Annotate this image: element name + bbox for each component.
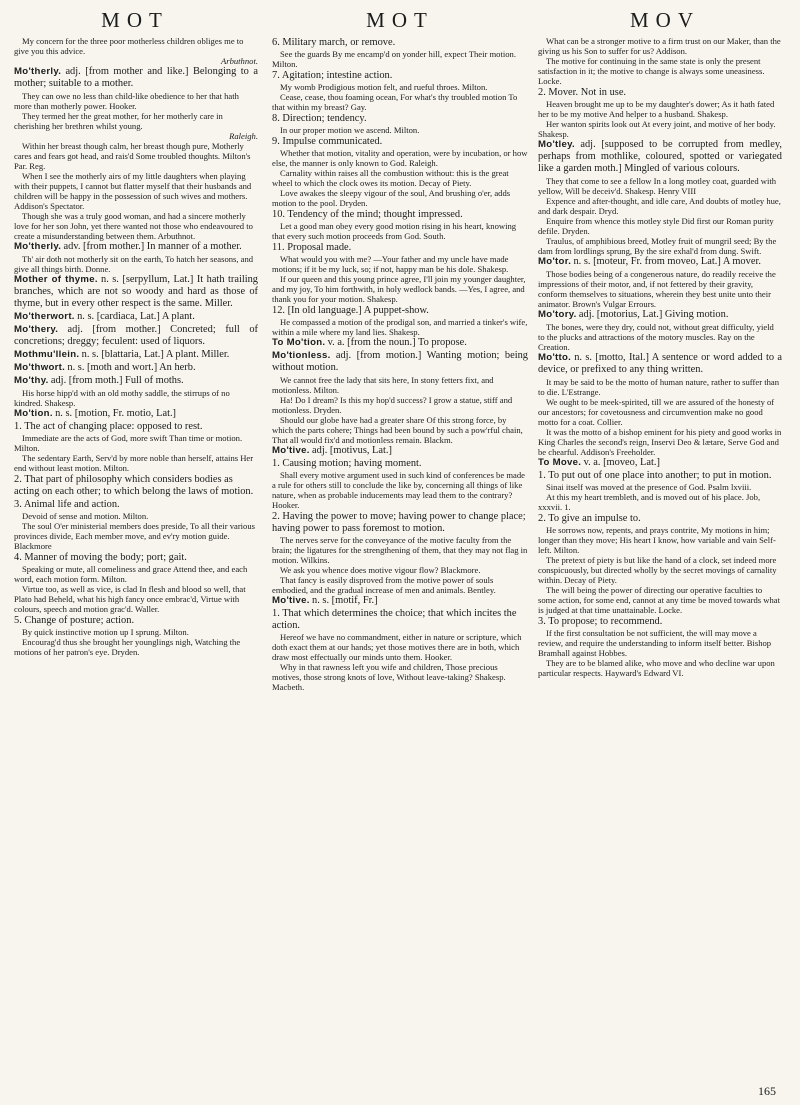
sense-text: 2. Mover. Not in use. <box>538 87 627 98</box>
quotation: The pretext of piety is but like the hand of a clock, set indeed more conspicuously, but directed wholly by the secret movings of carnality within. Decay of Piety. <box>538 555 777 585</box>
running-head-center: MOT <box>366 8 434 32</box>
quotation: By quick instinctive motion up I sprung. Milton. <box>22 627 189 637</box>
entry-definition: n. s. [motto, Ital.] A sentence or word added to a device, or prefixed to any thing written. <box>538 352 782 375</box>
column-left <box>14 36 258 1086</box>
quotation: They are to be blamed alike, who move and who decline war upon particular respects. Hayward's Edward VI. <box>538 658 775 678</box>
quotation: The motive for continuing in the same state is only the present satisfaction in it; the motive to change is always some uneasiness. Locke. <box>538 56 765 86</box>
entry-headword: To Move. <box>538 457 582 468</box>
page-number: 165 <box>758 1084 776 1098</box>
entry-headword: To Mo'tion. <box>272 337 326 348</box>
quotation: Shall every motive argument used in such kind of conferences be made a rule for others still to conclude the like by, concerning all things of like nature, when as probable inducements may lead them to the contrary? Hooker. <box>272 470 525 510</box>
entry-definition: v. a. [moveo, Lat.] <box>583 457 660 468</box>
sense-text: 4. Manner of moving the body; port; gait. <box>14 552 187 563</box>
sense-text: 6. Military march, or remove. <box>272 37 396 48</box>
numbered-sense <box>538 87 782 99</box>
dictionary-entry <box>272 350 528 374</box>
numbered-sense <box>272 511 528 535</box>
numbered-sense <box>14 552 258 564</box>
sense-text: 2. To give an impulse to. <box>538 513 641 524</box>
quotation: We ask you whence does motive vigour flow? Blackmore. <box>280 565 481 575</box>
entry-definition: n. s. [serpyllum, Lat.] It hath trailing branches, which are not so woody and hard as those of thyme, but in every other respect is the same. Miller. <box>14 274 258 309</box>
entry-definition: n. s. [moteur, Fr. from moveo, Lat.] A mover. <box>573 256 761 267</box>
numbered-sense <box>272 136 528 148</box>
sense-text: 12. [In old language.] A puppet-show. <box>272 305 429 316</box>
quotation: The soul O'er ministerial members does preside, To all their various provinces divide, Each member move, and ev'ry motion guide. Blackmore <box>14 521 256 551</box>
entry-headword: Mo'tion. <box>14 408 53 419</box>
quotation: Ha! Do I dream? Is this my hop'd success? I grow a statue, stiff and motionless. Dryden. <box>272 395 513 415</box>
numbered-sense <box>14 615 258 627</box>
quotation: The bones, were they dry, could not, without great difficulty, yield to the plucks and attractions of the motory muscles. Ray on the Creation. <box>538 322 774 352</box>
dictionary-entry <box>538 309 782 321</box>
entry-headword: Mo'thy. <box>14 375 49 386</box>
entry-headword: Mo'tionless. <box>272 350 331 361</box>
sense-text: 1. Causing motion; having moment. <box>272 458 422 469</box>
quotation: We ought to be meek-spirited, till we are assured of the honesty of our ancestors; for covetousness and circumvention make no good motto for a coat. Collier. <box>538 397 775 427</box>
quotation: His horse hipp'd with an old mothy saddle, the stirrups of no kindred. Shakesp. <box>14 388 230 408</box>
dictionary-entry <box>538 457 782 469</box>
quotation: Heaven brought me up to be my daughter's dower; As it hath fated her to be my motive And helper to a husband. Shakesp. <box>538 99 775 119</box>
column-middle <box>272 36 528 1086</box>
quotation: It may be said to be the motto of human nature, rather to suffer than to die. L'Estrange. <box>538 377 779 397</box>
entry-definition: adj. [supposed to be corrupted from medley, perhaps from mothlike, coloured, spotted or variegated like a garden moth.] Mingled of various colours. <box>538 139 782 174</box>
quotation: At this my heart trembleth, and is moved out of his place. Job, xxxvii. 1. <box>538 492 761 512</box>
dictionary-entry <box>14 408 258 420</box>
entry-headword: Mo'tory. <box>538 309 577 320</box>
dictionary-entry <box>14 375 258 387</box>
quotation: If the first consultation be not sufficient, the will may move a review, and require the understanding to inform itself better. Bishop Bramhall against Hobbes. <box>538 628 772 658</box>
entry-headword: Mo'tley. <box>538 139 576 150</box>
numbered-sense <box>538 513 782 525</box>
entry-headword: Mo'tive. <box>272 595 310 606</box>
quotation: Expence and after-thought, and idle care, And doubts of motley hue, and dark despair. Dryd. <box>538 196 781 216</box>
entry-headword: Mo'tive. <box>272 445 310 456</box>
quotation: Whether that motion, vitality and operation, were by incubation, or how else, the manner is only known to God. Raleigh. <box>272 148 528 168</box>
dictionary-entry <box>14 241 258 253</box>
quotation: Those bodies being of a congenerous nature, do readily receive the impressions of their motor, and, if not fettered by their gravity, conform themselves to situations, wherein they best unite unto their animator. Brown's Vulgar Errours. <box>538 269 776 309</box>
entry-headword: Mo'therwort. <box>14 311 75 322</box>
quotation: In our proper motion we ascend. Milton. <box>280 125 420 135</box>
entry-definition: adj. [motivus, Lat.] <box>312 445 392 456</box>
entry-headword: Mo'therly. <box>14 66 62 77</box>
quotation: That fancy is easily disproved from the motive power of souls embodied, and the gradual increase of men and animals. Bentley. <box>272 575 496 595</box>
numbered-sense <box>272 608 528 632</box>
entry-headword: Mother of thyme. <box>14 274 98 285</box>
quotation: Carnality within raises all the combustion without: this is the great wheel to which the clock owes its motion. Decay of Piety. <box>272 168 509 188</box>
citation-source: Raleigh. <box>229 131 258 141</box>
entry-definition: n. s. [motif, Fr.] <box>312 595 378 606</box>
entry-definition: adj. [from mother and like.] Belonging to a mother; suitable to a mother. <box>14 66 258 89</box>
quotation: What can be a stronger motive to a firm trust on our Maker, than the giving us his Son to suffer for us? Addison. <box>538 36 781 56</box>
quotation: Her wanton spirits look out At every joint, and motive of her body. Shakesp. <box>538 119 776 139</box>
sense-text: 10. Tendency of the mind; thought impressed. <box>272 209 463 220</box>
sense-text: 8. Direction; tendency. <box>272 113 367 124</box>
numbered-sense <box>272 458 528 470</box>
entry-headword: Mo'therly. <box>14 241 62 252</box>
quotation: Though she was a truly good woman, and had a sincere motherly love for her son John, yet there wanted not those who endeavoured to create a misunderstanding between them. Arbuthnot. <box>14 211 253 241</box>
sense-text: 2. Having the power to move; having power to change place; having power to pass foremost to motion. <box>272 511 526 534</box>
quotation: Cease, cease, thou foaming ocean, For what's thy troubled motion To that within my breast? Gay. <box>272 92 518 112</box>
quotation: Traulus, of amphibious breed, Motley fruit of mungril seed; By the dam from lordlings sprung, By the sire exhal'd from dung. Swift. <box>538 236 777 256</box>
dictionary-entry <box>14 349 258 361</box>
sense-text: 5. Change of posture; action. <box>14 615 135 626</box>
numbered-sense <box>538 470 782 482</box>
numbered-sense <box>272 113 528 125</box>
numbered-sense <box>272 70 528 82</box>
numbered-sense <box>272 242 528 254</box>
quotation: If our queen and this young prince agree, I'll join my younger daughter, and my joy, To him forthwith, in holy wedlock bands. —Yes, I agree, and thank you for your motion. Shakesp. <box>272 274 526 304</box>
dictionary-entry <box>14 362 258 374</box>
numbered-sense <box>272 209 528 221</box>
dictionary-entry <box>14 324 258 348</box>
entry-definition: n. s. [motion, Fr. motio, Lat.] <box>55 408 177 419</box>
dictionary-entry <box>538 352 782 376</box>
entry-definition: adj. [from mother.] Concreted; full of concretions; dreggy; feculent: used of liquors. <box>14 324 258 347</box>
sense-text: 1. The act of changing place: opposed to rest. <box>14 421 203 432</box>
sense-text: 1. To put out of one place into another; to put in motion. <box>538 470 772 481</box>
numbered-sense <box>14 499 258 511</box>
quotation: Let a good man obey every good motion rising in his heart, knowing that every such motion proceeds from God. South. <box>272 221 517 241</box>
dictionary-entry <box>538 256 782 268</box>
numbered-sense <box>14 474 258 498</box>
quotation: Devoid of sense and motion. Milton. <box>22 511 149 521</box>
quotation: Enquire from whence this motley style Did first our Roman purity defile. Dryden. <box>538 216 774 236</box>
quotation: The sedentary Earth, Serv'd by more noble than herself, attains Her end without least motion. Milton. <box>14 453 254 473</box>
quotation: What would you with me? —Your father and my uncle have made motions; if it be my luck, so; if not, happy man be his dole. Shakesp. <box>272 254 509 274</box>
quotation: Speaking or mute, all comeliness and grace Attend thee, and each word, each motion form. Milton. <box>14 564 248 584</box>
quotation: When I see the motherly airs of my little daughters when playing with their puppets, I cannot but flatter myself that their husbands and children will be happy in the possession of such wives and mothers. Addison's Spectator. <box>14 171 252 211</box>
entry-headword: Mo'tor. <box>538 256 572 267</box>
numbered-sense <box>538 616 782 628</box>
quotation: See the guards By me encamp'd on yonder hill, expect Their motion. Milton. <box>272 49 516 69</box>
sense-text: 9. Impulse communicated. <box>272 136 383 147</box>
citation-source: Arbuthnot. <box>220 56 258 66</box>
numbered-sense <box>272 305 528 317</box>
running-headers <box>0 8 800 34</box>
quotation: My womb Prodigious motion felt, and rueful throes. Milton. <box>280 82 488 92</box>
dictionary-entry <box>14 274 258 310</box>
quotation: Encourag'd thus she brought her younglings nigh, Watching the motions of her patron's eye. Dryden. <box>14 637 241 657</box>
quotation: The nerves serve for the conveyance of the motive faculty from the brain; the ligatures for the strengthening of them, that they may not flag in motion. Wilkins. <box>272 535 528 565</box>
entry-definition: adv. [from mother.] In manner of a mother. <box>63 241 242 252</box>
dictionary-entry <box>272 337 528 349</box>
quotation: Why in that rawness left you wife and children, Those precious motives, those strong knots of love, Without leave-taking? Shakesp. Macbeth. <box>272 662 506 692</box>
dictionary-entry <box>14 311 258 323</box>
entry-definition: v. a. [from the noun.] To propose. <box>327 337 467 348</box>
numbered-sense <box>14 421 258 433</box>
quotation: Within her breast though calm, her breast though pure, Motherly cares and fears got head, and rais'd Some troubled thoughts. Milton's Par. Reg. <box>14 141 251 171</box>
quotation: Immediate are the acts of God, more swift Than time or motion. Milton. <box>14 433 243 453</box>
quotation: Th' air doth not motherly sit on the earth, To hatch her seasons, and give all things birth. Donne. <box>14 254 254 274</box>
quotation: They can owe no less than child-like obedience to her that hath more than motherly power. Hooker. <box>14 91 239 111</box>
quotation: Sinai itself was moved at the presence of God. Psalm lxviii. <box>546 482 752 492</box>
quotation: Should our globe have had a greater share Of this strong force, by which the parts cohere; Things had been bound by such a pow'rful chain, That all would fix'd and motionless remain. Blackm. <box>272 415 523 445</box>
entry-headword: Mothmu'llein. <box>14 349 80 360</box>
dictionary-entry <box>272 595 528 607</box>
quotation: Virtue too, as well as vice, is clad In flesh and blood so well, that Plato had Beheld, what his high fancy once embrac'd, Virtue with colours, speech and motion grac'd. Waller. <box>14 584 246 614</box>
sense-text: 3. Animal life and action. <box>14 499 120 510</box>
quotation: He sorrows now, repents, and prays contrite, My motions in him; longer than they move; His heart I know, how variable and vain Self-left. Milton. <box>538 525 776 555</box>
numbered-sense <box>272 37 528 49</box>
column-right <box>538 36 782 1086</box>
sense-text: 7. Agitation; intestine action. <box>272 70 393 81</box>
running-head-left: MOT <box>101 8 169 32</box>
dictionary-entry <box>538 139 782 175</box>
entry-definition: adj. [from motion.] Wanting motion; being without motion. <box>272 350 528 373</box>
entry-headword: Mo'tto. <box>538 352 572 363</box>
sense-text: 2. That part of philosophy which considers bodies as acting on each other; to which belong the laws of motion. <box>14 474 254 497</box>
sense-text: 11. Proposal made. <box>272 242 352 253</box>
dictionary-entry <box>272 445 528 457</box>
quotation: We cannot free the lady that sits here, In stony fetters fixt, and motionless. Milton. <box>272 375 494 395</box>
sense-text: 3. To propose; to recommend. <box>538 616 663 627</box>
quotation: They termed her the great mother, for her motherly care in cherishing her brethren whilst young. <box>14 111 223 131</box>
running-head-right: MOV <box>629 8 700 32</box>
quotation: Love awakes the sleepy vigour of the soul, And brushing o'er, adds motion to the pool. Dryden. <box>272 188 511 208</box>
quotation: Hereof we have no commandment, either in nature or scripture, which doth exact them at our hands; yet those motives there are in both, which draw most effectually our minds unto them. Hooker. <box>272 632 522 662</box>
quotation: The will being the power of directing our operative faculties to some action, for some end, cannot at any time be moved towards what is judged at that time unattainable. Locke. <box>538 585 780 615</box>
entry-definition: n. s. [blattaria, Lat.] A plant. Miller. <box>81 349 230 360</box>
quotation: My concern for the three poor motherless children obliges me to give you this advice. <box>14 36 244 56</box>
entry-definition: n. s. [moth and wort.] An herb. <box>67 362 196 373</box>
entry-headword: Mo'thwort. <box>14 362 66 373</box>
entry-definition: n. s. [cardiaca, Lat.] A plant. <box>77 311 195 322</box>
dictionary-entry <box>14 66 258 90</box>
quotation: It was the motto of a bishop eminent for his piety and good works in King Charles the second's reign, Inservi Deo & lætare, Serve God and be chearful. Addison's Freeholder. <box>538 427 782 457</box>
entry-definition: adj. [motorius, Lat.] Giving motion. <box>578 309 729 320</box>
sense-text: 1. That which determines the choice; that which incites the action. <box>272 608 517 631</box>
quotation: He compassed a motion of the prodigal son, and married a tinker's wife, within a mile where my land lies. Shakesp. <box>272 317 528 337</box>
quotation: They that come to see a fellow In a long motley coat, guarded with yellow, Will be deceiv'd. Shakesp. Henry VIII <box>538 176 777 196</box>
entry-headword: Mo'thery. <box>14 324 59 335</box>
entry-definition: adj. [from moth.] Full of moths. <box>50 375 184 386</box>
